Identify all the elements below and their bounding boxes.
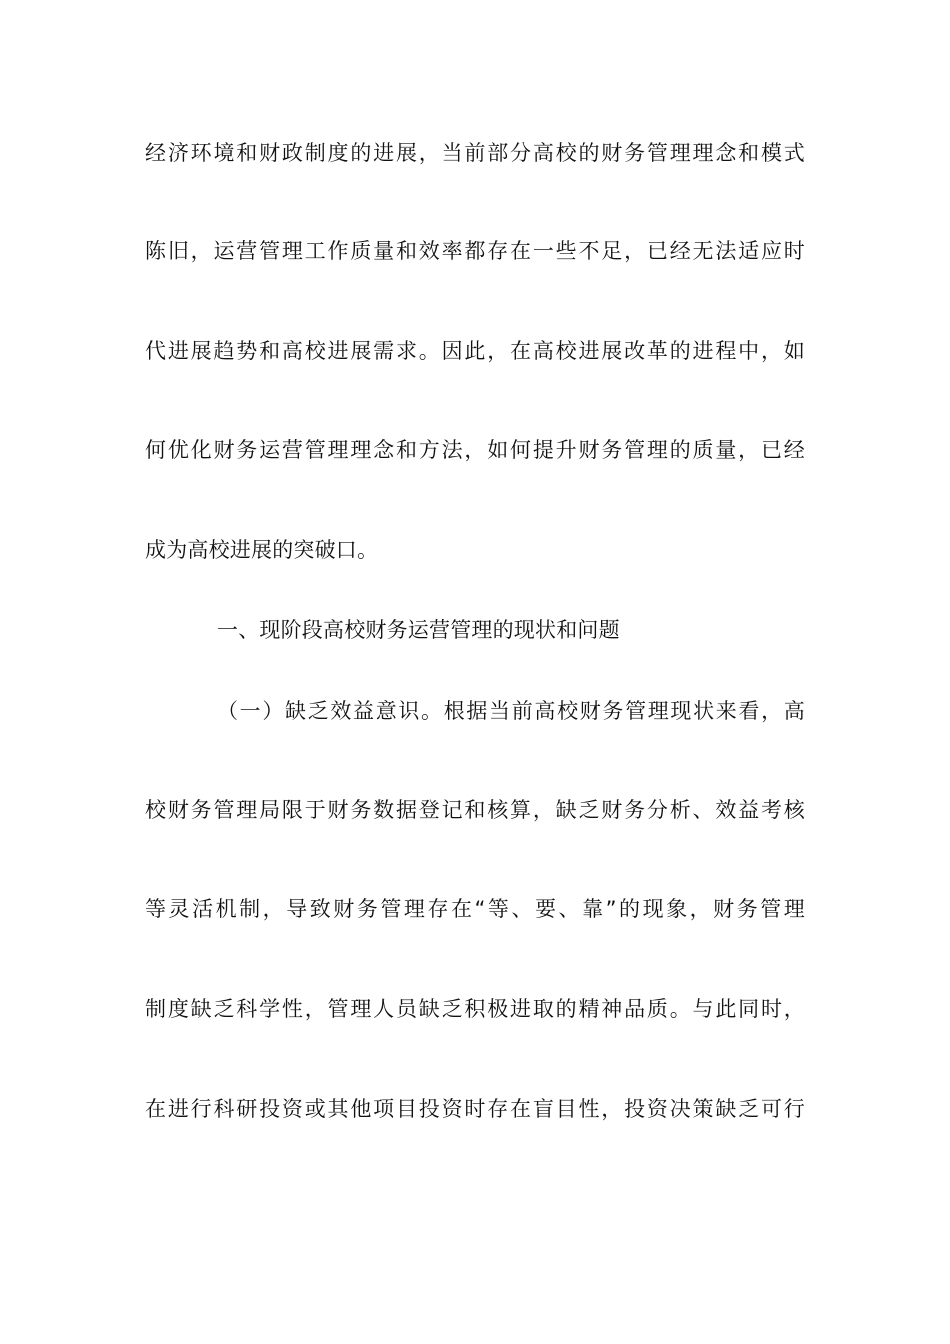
paragraph-line: 等灵活机制，导致财务管理存在“等、要、靠”的现象，财务管理 (145, 897, 805, 921)
paragraph-line: 陈旧，运营管理工作质量和效率都存在一些不足，已经无法适应时 (145, 239, 805, 263)
paragraph-line: 在进行科研投资或其他项目投资时存在盲目性，投资决策缺乏可行 (145, 1097, 805, 1121)
paragraph-line: 制度缺乏科学性，管理人员缺乏积极进取的精神品质。与此同时， (145, 997, 805, 1021)
paragraph-line: （一）缺乏效益意识。根据当前高校财务管理现状来看，高 (217, 699, 805, 723)
paragraph-line: 校财务管理局限于财务数据登记和核算，缺乏财务分析、效益考核 (145, 798, 805, 822)
paragraph-line: 何优化财务运营管理理念和方法，如何提升财务管理的质量，已经 (145, 438, 805, 462)
paragraph-line: 经济环境和财政制度的进展，当前部分高校的财务管理理念和模式 (145, 141, 805, 165)
paragraph-line: 代进展趋势和高校进展需求。因此，在高校进展改革的进程中，如 (145, 339, 805, 363)
section-heading: 一、现阶段高校财务运营管理的现状和问题 (217, 618, 620, 642)
paragraph-line: 成为高校进展的突破口。 (145, 538, 379, 562)
